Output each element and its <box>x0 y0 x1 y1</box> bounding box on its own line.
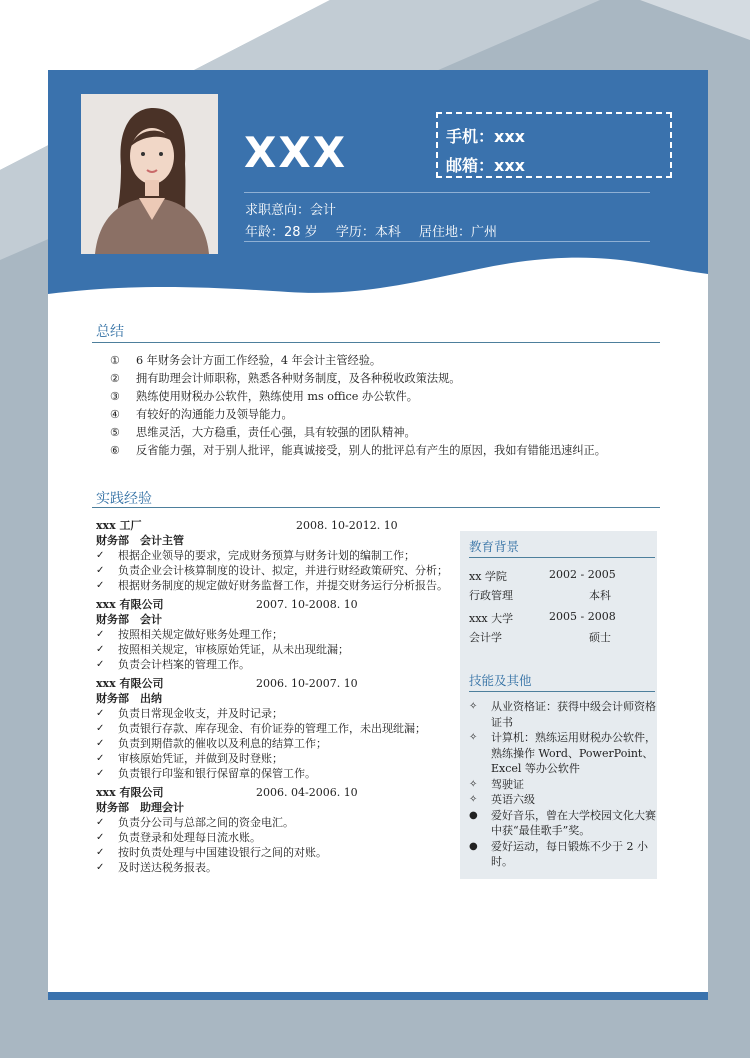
duty-item: ✓ 审核原始凭证，并做到及时登账； <box>96 751 451 766</box>
experience-list <box>96 518 451 875</box>
email: 邮箱：xxx <box>446 156 525 175</box>
job-objective: 求职意向：会计 <box>245 203 337 218</box>
duty-item: ✓ 负责分公司与总部之间的资金电汇。 <box>96 815 451 830</box>
skills-list <box>466 699 656 870</box>
profile-photo <box>81 94 218 254</box>
bullet-icon: ✧ <box>469 794 478 805</box>
duty-item: ✓ 负责银行存款、库存现金、有价证券的管理工作，未出现纰漏； <box>96 721 451 736</box>
duty-item: ✓ 负责会计档案的管理工作。 <box>96 657 451 672</box>
list-item: ✧ 计算机：熟练运用财税办公软件，熟练操作 Word、PowerPoint、Excel 等办公软件 <box>469 731 656 775</box>
education-title: 教育背景 <box>469 539 520 554</box>
experience-title: 实践经验 <box>96 491 152 507</box>
residence: 居住地：广州 <box>418 225 497 240</box>
list-item: ⑥ 反省能力强，对于别人批评，能真诚接受，别人的批评总有产生的原因，我如有错能迅速纠正。 <box>110 444 606 457</box>
company: xxx 有限公司 <box>96 598 164 611</box>
duty-item: ✓ 按时负责处理与中国建设银行之间的对账。 <box>96 845 451 860</box>
degree: 硕士 <box>589 631 611 644</box>
duty-item: ✓ 按照相关规定做好账务处理工作； <box>96 627 451 642</box>
list-item: ① 6 年财务会计方面工作经验，4 年会计主管经验。 <box>110 354 382 367</box>
list-item: ✧ 从业资格证：获得中级会计师资格证书 <box>469 700 656 729</box>
header-divider-top <box>244 192 650 193</box>
contact-box <box>436 112 672 178</box>
avatar-illustration <box>81 94 218 254</box>
job-role: 财务部 助理会计 <box>96 801 184 814</box>
degree: 本科 <box>589 589 611 602</box>
period: 2002 - 2005 <box>549 568 616 581</box>
header <box>48 70 708 310</box>
list-item: ④ 有较好的沟通能力及领导能力。 <box>110 408 293 421</box>
experience-divider <box>92 507 660 508</box>
list-item: ③ 熟练使用财税办公软件，熟练使用 ms office 办公软件。 <box>110 390 418 403</box>
job-date: 2006. 04-2006. 10 <box>256 786 358 799</box>
duty-item: ✓ 按照相关规定，审核原始凭证，从未出现纰漏； <box>96 642 451 657</box>
bullet-icon: ✧ <box>469 732 478 743</box>
job-date: 2006. 10-2007. 10 <box>256 677 358 690</box>
school: xx 学院 <box>469 570 507 583</box>
company: xxx 有限公司 <box>96 677 164 690</box>
duty-item: ✓ 负责企业会计核算制度的设计、拟定，并进行财经政策研究、分析； <box>96 563 451 578</box>
header-divider-bottom <box>244 241 650 242</box>
education-level: 学历：本科 <box>335 225 401 240</box>
summary-list <box>110 352 606 460</box>
list-item: ● 爱好运动，每日锻炼不少于 2 小时。 <box>469 839 648 868</box>
sidebar <box>460 531 657 879</box>
bullet-icon: ✧ <box>469 778 478 790</box>
education-divider <box>469 557 655 558</box>
duty-item: ✓ 负责日常现金收支，并及时记录； <box>96 706 451 721</box>
list-item: ⑤ 思维灵活，大方稳重，责任心强，具有较强的团队精神。 <box>110 426 416 439</box>
summary-title: 总结 <box>96 324 124 340</box>
list-item: ✧ 驾驶证 <box>469 777 524 791</box>
duty-item: ✓ 根据企业领导的要求，完成财务预算与财务计划的编制工作； <box>96 548 451 563</box>
age: 年龄：28 岁 <box>245 225 318 240</box>
duty-item: ✓ 负责到期借款的催收以及利息的结算工作； <box>96 736 451 751</box>
candidate-name: XXX <box>244 128 348 177</box>
duty-item: ✓ 负责银行印鉴和银行保留章的保管工作。 <box>96 766 451 781</box>
bullet-icon: ✧ <box>469 701 478 712</box>
bullet-icon: ● <box>469 840 478 852</box>
personal-info <box>245 221 511 240</box>
list-item: ✧ 英语六级 <box>469 793 535 806</box>
duty-item: ✓ 根据财务制度的规定做好财务监督工作，并提交财务运行分析报告。 <box>96 578 451 593</box>
phone: 手机：xxx <box>446 127 525 146</box>
footer-bar <box>48 992 708 1000</box>
job-entry <box>96 597 451 672</box>
period: 2005 - 2008 <box>549 610 616 623</box>
job-role: 财务部 会计 <box>96 613 162 626</box>
job-entry <box>96 785 451 875</box>
skills-title: 技能及其他 <box>469 673 532 688</box>
major: 行政管理 <box>469 589 513 602</box>
school: xxx 大学 <box>469 612 514 625</box>
job-date: 2007. 10-2008. 10 <box>256 598 358 611</box>
duty-item: ✓ 及时送达税务报表。 <box>96 860 451 875</box>
bullet-icon: ● <box>469 809 478 821</box>
duty-item: ✓ 负责登录和处理每日流水账。 <box>96 830 451 845</box>
list-item: ● 爱好音乐，曾在大学校园文化大赛中获“最佳歌手”奖。 <box>469 808 656 837</box>
resume-sheet <box>48 70 708 1000</box>
job-entry <box>96 518 451 593</box>
major: 会计学 <box>469 631 502 644</box>
company: xxx 有限公司 <box>96 786 164 799</box>
list-item: ② 拥有助理会计师职称，熟悉各种财务制度，及各种税收政策法规。 <box>110 372 461 385</box>
job-role: 财务部 会计主管 <box>96 534 184 547</box>
skills-divider <box>469 691 655 692</box>
company: xxx 工厂 <box>96 519 142 532</box>
job-date: 2008. 10-2012. 10 <box>296 519 398 532</box>
summary-divider <box>92 342 660 343</box>
job-entry <box>96 676 451 781</box>
job-role: 财务部 出纳 <box>96 692 162 705</box>
